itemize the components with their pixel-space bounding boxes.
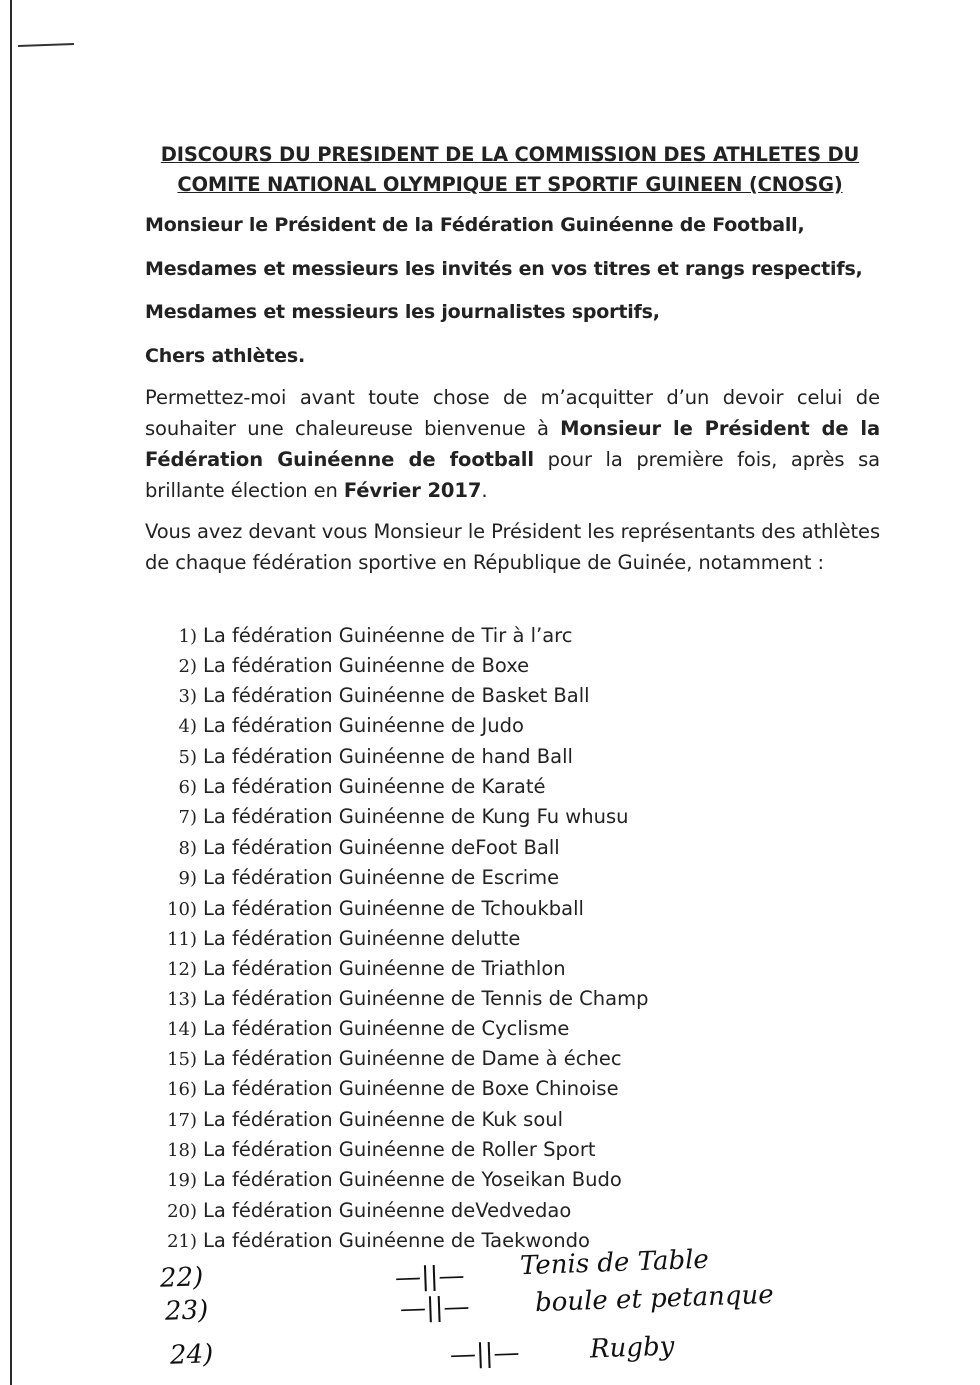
item-number: 5): [178, 747, 197, 768]
list-item: [155, 1199, 571, 1222]
list-item: [155, 805, 629, 828]
item-text: La fédération Guinéenne de Cyclisme: [203, 1017, 570, 1040]
list-item: [155, 1229, 590, 1252]
handwritten-number: 24): [169, 1339, 214, 1371]
item-text: La fédération Guinéenne de Taekwondo: [203, 1229, 590, 1252]
item-text: La fédération Guinéenne de Tir à l’arc: [203, 624, 573, 647]
item-text: La fédération Guinéenne de Kuk soul: [203, 1108, 564, 1131]
list-item: [155, 987, 648, 1010]
list-item: [155, 927, 520, 950]
item-text: La fédération Guinéenne de Karaté: [203, 775, 546, 798]
item-text: La fédération Guinéenne de Yoseikan Budo: [203, 1168, 622, 1191]
item-number: 11): [167, 929, 197, 950]
list-item: [155, 775, 546, 798]
document-title: [150, 140, 870, 200]
item-number: 10): [167, 899, 197, 920]
item-text: La fédération Guinéenne deFoot Ball: [203, 836, 560, 859]
list-item: [155, 624, 572, 647]
item-text: La fédération Guinéenne de Judo: [203, 714, 524, 737]
item-number: 19): [167, 1170, 197, 1191]
item-number: 12): [167, 959, 197, 980]
intro-text: pour la première fois, après sa brillante élection en: [145, 448, 880, 502]
intro-bold-president: Monsieur le Président de la Fédération Guinéenne de football: [145, 417, 881, 471]
item-number: 13): [167, 989, 197, 1010]
salutation-line: Mesdames et messieurs les journalistes sportifs,: [145, 301, 660, 323]
list-item: [155, 1047, 622, 1070]
list-item: [155, 684, 590, 707]
item-text: La fédération Guinéenne delutte: [203, 927, 521, 950]
pen-mark: [18, 43, 74, 47]
item-number: 14): [167, 1019, 197, 1040]
intro-text: Permettez-moi avant toute chose de m’acquitter d’un devoir celui de souhaiter une chaleureuse bienvenue à: [145, 386, 880, 440]
salutation-line: Mesdames et messieurs les invités en vos titres et rangs respectifs,: [145, 258, 863, 280]
list-item: [155, 1138, 596, 1161]
item-text: La fédération Guinéenne de Triathlon: [203, 957, 566, 980]
item-number: 16): [167, 1079, 197, 1100]
handwritten-ditto: —||—: [449, 1337, 521, 1371]
item-number: 7): [178, 807, 197, 828]
item-text: La fédération Guinéenne de Basket Ball: [203, 684, 590, 707]
list-item: [155, 1017, 569, 1040]
item-text: La fédération Guinéenne de Boxe Chinoise: [203, 1077, 619, 1100]
item-number: 17): [167, 1110, 197, 1131]
item-text: La fédération Guinéenne de Kung Fu whusu: [203, 805, 629, 828]
item-number: 6): [178, 777, 197, 798]
title-line-2: COMITE NATIONAL OLYMPIQUE ET SPORTIF GUINEEN (CNOSG): [177, 173, 843, 196]
item-number: 18): [167, 1140, 197, 1161]
handwritten-number: 23): [164, 1295, 209, 1327]
item-number: 4): [178, 716, 197, 737]
handwritten-ditto: —||—: [394, 1260, 466, 1294]
item-text: La fédération Guinéenne de hand Ball: [203, 745, 573, 768]
item-text: La fédération Guinéenne de Tchoukball: [203, 897, 584, 920]
intro-text: .: [481, 479, 488, 502]
list-item: [155, 1108, 563, 1131]
intro-bold-date: Février 2017: [343, 479, 482, 502]
item-number: 9): [178, 868, 197, 889]
list-item: [155, 897, 584, 920]
item-text: La fédération Guinéenne de Escrime: [203, 866, 560, 889]
list-item: [155, 745, 573, 768]
handwritten-sport: boule et petanque: [534, 1279, 775, 1319]
item-text: La fédération Guinéenne de Roller Sport: [203, 1138, 596, 1161]
handwritten-sport: Rugby: [589, 1331, 675, 1365]
item-number: 1): [178, 626, 197, 647]
list-item: [155, 957, 566, 980]
item-number: 3): [178, 686, 197, 707]
list-item: [155, 654, 529, 677]
list-item: [155, 1168, 622, 1191]
item-number: 8): [178, 838, 197, 859]
item-number: 2): [178, 656, 197, 677]
handwritten-number: 22): [159, 1262, 204, 1294]
list-item: [155, 866, 559, 889]
handwritten-sport: Tenis de Table: [519, 1244, 710, 1282]
item-text: La fédération Guinéenne de Boxe: [203, 654, 530, 677]
list-item: [155, 836, 560, 859]
title-line-1: DISCOURS DU PRESIDENT DE LA COMMISSION DES ATHLETES DU: [160, 143, 860, 166]
item-number: 15): [167, 1049, 197, 1070]
list-item: [155, 714, 524, 737]
handwritten-ditto: —||—: [399, 1291, 471, 1325]
item-text: La fédération Guinéenne de Dame à échec: [203, 1047, 622, 1070]
salutation-line: Chers athlètes.: [145, 345, 305, 367]
intro-paragraph: [145, 382, 880, 506]
salutation-line: Monsieur le Président de la Fédération Guinéenne de Football,: [145, 214, 805, 236]
page-edge-line: [10, 0, 12, 1385]
list-item: [155, 1077, 619, 1100]
item-number: 20): [167, 1201, 197, 1222]
item-text: La fédération Guinéenne de Tennis de Champ: [203, 987, 649, 1010]
representatives-paragraph: Vous avez devant vous Monsieur le Président les représentants des athlètes de chaque fédération sportive en République de Guinée, notamment :: [145, 520, 880, 574]
item-number: 21): [167, 1231, 197, 1252]
item-text: La fédération Guinéenne deVedvedao: [203, 1199, 572, 1222]
